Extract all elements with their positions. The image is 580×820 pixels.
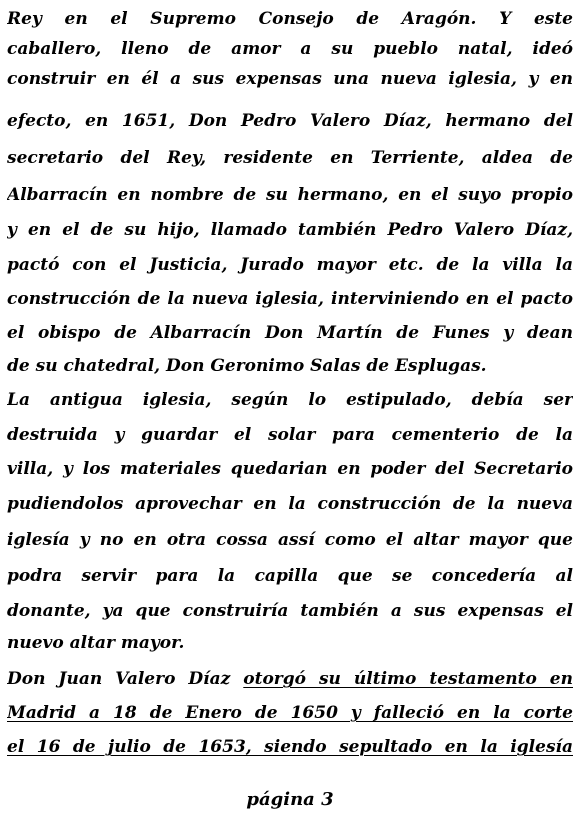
text-line <box>7 284 573 314</box>
line-text: y en el de su hijo, llamado también Pedro Valero Díaz, <box>7 220 573 240</box>
text-line <box>7 180 573 210</box>
text-line <box>7 64 573 94</box>
line-text: pudiendolos aprovechar en la construcción de la nueva <box>7 494 573 514</box>
text-line <box>7 143 573 173</box>
page-number: página 3 <box>246 789 334 810</box>
line-text: efecto, en 1651, Don Pedro Valero Díaz, hermano del <box>7 111 573 131</box>
text-line <box>7 34 573 64</box>
underlined-text: otorgó su último testamento en <box>243 669 573 689</box>
text-line <box>7 628 573 658</box>
line-text: podra servir para la capilla que se concedería al <box>7 566 573 586</box>
text-line <box>7 318 573 348</box>
text-line <box>7 385 573 415</box>
line-text: caballero, lleno de amor a su pueblo natal, ideó <box>7 39 573 59</box>
line-text: secretario del Rey, residente en Terriente, aldea de <box>7 148 573 168</box>
text-line <box>7 351 573 381</box>
line-text: Don Juan Valero Díaz <box>7 669 244 689</box>
text-line <box>7 698 573 728</box>
line-text: iglesía y no en otra cossa assí como el altar mayor que <box>7 530 573 550</box>
line-text: villa, y los materiales quedarian en poder del Secretario <box>7 459 573 479</box>
text-line <box>7 420 573 450</box>
line-text: el obispo de Albarracín Don Martín de Funes y dean <box>7 323 573 343</box>
text-line <box>7 489 573 519</box>
text-line <box>7 4 573 34</box>
line-text: La antigua iglesia, según lo estipulado, debía ser <box>7 390 573 410</box>
text-line <box>7 250 573 280</box>
text-line <box>7 596 573 626</box>
text-line <box>7 664 573 694</box>
line-text: nuevo altar mayor. <box>7 633 185 653</box>
text-line <box>7 215 573 245</box>
line-text: construcción de la nueva iglesia, interviniendo en el pacto <box>7 289 573 309</box>
line-text: Albarracín en nombre de su hermano, en el suyo propio <box>7 185 573 205</box>
line-text: pactó con el Justicia, Jurado mayor etc. de la villa la <box>7 255 573 275</box>
underlined-text: Madrid a 18 de Enero de 1650 y falleció en la corte <box>7 703 573 723</box>
text-line <box>7 106 573 136</box>
line-text: de su chatedral, Don Geronimo Salas de Esplugas. <box>7 356 487 376</box>
line-text: donante, ya que construiría también a sus expensas el <box>7 601 573 621</box>
text-line <box>7 454 573 484</box>
line-text: Rey en el Supremo Consejo de Aragón. Y este <box>7 9 573 29</box>
text-line <box>7 732 573 762</box>
text-line <box>7 561 573 591</box>
text-line <box>7 525 573 555</box>
line-text: construir en él a sus expensas una nueva iglesia, y en <box>7 69 573 89</box>
line-text: destruida y guardar el solar para cementerio de la <box>7 425 573 445</box>
underlined-text: el 16 de julio de 1653, siendo sepultado en la iglesía <box>7 737 573 757</box>
